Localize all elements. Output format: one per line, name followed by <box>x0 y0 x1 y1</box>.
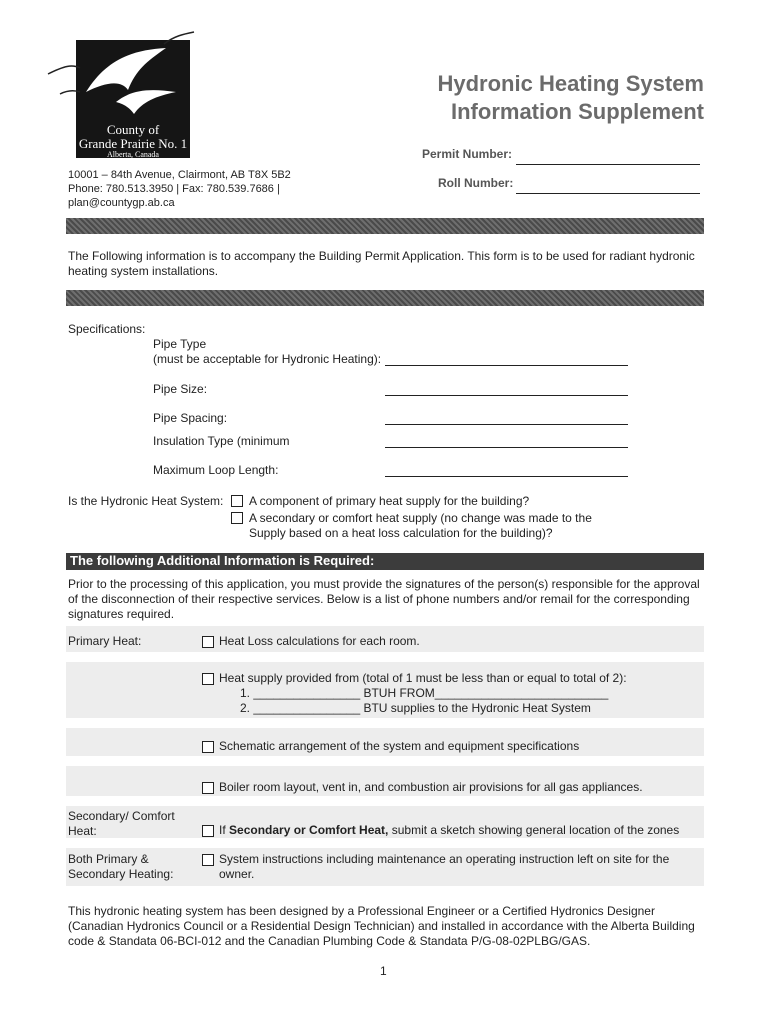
secondary-supply-option: A secondary or comfort heat supply (no change was made to the <box>249 511 592 525</box>
both-heating-text: System instructions including maintenance an operating instruction left on site for the <box>219 852 670 866</box>
both-heating-checkbox[interactable] <box>202 854 214 866</box>
insulation-type-label: Insulation Type (minimum <box>153 434 290 448</box>
secondary-comfort-label-cont: Heat: <box>68 824 97 838</box>
primary-supply-checkbox[interactable] <box>231 495 243 507</box>
heat-supply-text: Heat supply provided from (total of 1 must be less than or equal to total of 2): <box>219 671 627 685</box>
schematic-checkbox[interactable] <box>202 741 214 753</box>
boiler-text: Boiler room layout, vent in, and combustion air provisions for all gas appliances. <box>219 780 643 794</box>
secondary-rest-text: submit a sketch showing general location of the zones <box>388 823 680 837</box>
primary-heat-label: Primary Heat: <box>68 634 142 648</box>
secondary-comfort-checkbox[interactable] <box>202 825 214 837</box>
pipe-type-label: Pipe Type <box>153 337 207 351</box>
pipe-type-field[interactable] <box>385 365 628 366</box>
section-divider-bar <box>66 218 704 234</box>
address-phone: Phone: 780.513.3950 | Fax: 780.539.7686 | <box>68 183 280 195</box>
roll-number-label: Roll Number: <box>438 176 514 190</box>
schematic-text: Schematic arrangement of the system and equipment specifications <box>219 739 580 753</box>
heat-loss-checkbox[interactable] <box>202 636 214 648</box>
heat-supply-item-1: 1. ________________ BTUH FROM__________________________ <box>240 686 609 700</box>
boiler-checkbox[interactable] <box>202 782 214 794</box>
page-title-line2: Information Supplement <box>451 99 704 124</box>
county-address <box>68 168 291 210</box>
both-heating-label-cont: Secondary Heating: <box>68 867 174 881</box>
address-email: plan@countygp.ab.ca <box>68 197 175 209</box>
pipe-spacing-label: Pipe Spacing: <box>153 411 228 425</box>
page-number: 1 <box>380 964 387 978</box>
secondary-bold-text: Secondary or Comfort Heat, <box>229 823 389 837</box>
heat-supply-item-2: 2. ________________ BTU supplies to the Hydronic Heat System <box>240 701 591 715</box>
secondary-supply-option-cont: Supply based on a heat loss calculation for the building)? <box>249 526 553 540</box>
max-loop-length-label: Maximum Loop Length: <box>153 463 279 477</box>
both-heating-text-cont: owner. <box>219 867 255 881</box>
logo-text-line3: Alberta, Canada <box>107 150 159 159</box>
logo-text-line2: Grande Prairie No. 1 <box>78 136 188 151</box>
both-heating-label: Both Primary & <box>68 852 149 866</box>
page-title-line1: Hydronic Heating System <box>437 71 704 96</box>
insulation-type-field[interactable] <box>385 447 628 448</box>
permit-number-label: Permit Number: <box>422 147 513 161</box>
primary-supply-option: A component of primary heat supply for the building? <box>249 494 530 508</box>
heat-loss-text: Heat Loss calculations for each room. <box>219 634 420 648</box>
roll-number-field[interactable] <box>516 193 700 194</box>
pipe-spacing-field[interactable] <box>385 424 628 425</box>
pipe-type-note: (must be acceptable for Hydronic Heating): <box>153 352 382 366</box>
address-line1: 10001 – 84th Avenue, Clairmont, AB T8X 5B2 <box>68 169 291 181</box>
permit-number-field[interactable] <box>516 164 700 165</box>
secondary-if-text: If <box>219 823 230 837</box>
specifications-label: Specifications: <box>68 322 146 336</box>
secondary-supply-checkbox[interactable] <box>231 512 243 524</box>
footer-statement: This hydronic heating system has been designed by a Professional Engineer or a Certified Hydronics Designer (Canadian Hydronics Council or a Residential Design Technician) and installed in accordance with the Alberta Building code & Standata 06-BCI-012 and the Canadian Plumbing Code & Standata P/G-08-02PLBG/GAS. <box>68 904 695 948</box>
additional-info-heading: The following Additional Information is Required: <box>66 553 704 570</box>
bird-wing-icon <box>44 30 204 110</box>
max-loop-length-field[interactable] <box>385 476 628 477</box>
pipe-size-label: Pipe Size: <box>153 382 208 396</box>
secondary-comfort-text <box>219 823 679 838</box>
pipe-size-field[interactable] <box>385 395 628 396</box>
heat-supply-checkbox[interactable] <box>202 673 214 685</box>
logo-text-line1: County of <box>106 122 160 137</box>
section-divider-bar-2 <box>66 290 704 306</box>
system-question-label: Is the Hydronic Heat System: <box>68 494 224 508</box>
additional-info-text: Prior to the processing of this application, you must provide the signatures of the person(s) responsible for the approval of the disconnection of their respective services. Below is a list of phone numbers and/or remail for the corresponding signatures required. <box>68 577 700 621</box>
secondary-comfort-label: Secondary/ Comfort <box>68 809 175 823</box>
intro-text: The Following information is to accompany the Building Permit Application. This form is to be used for radiant hydronic heating system installations. <box>68 249 695 278</box>
